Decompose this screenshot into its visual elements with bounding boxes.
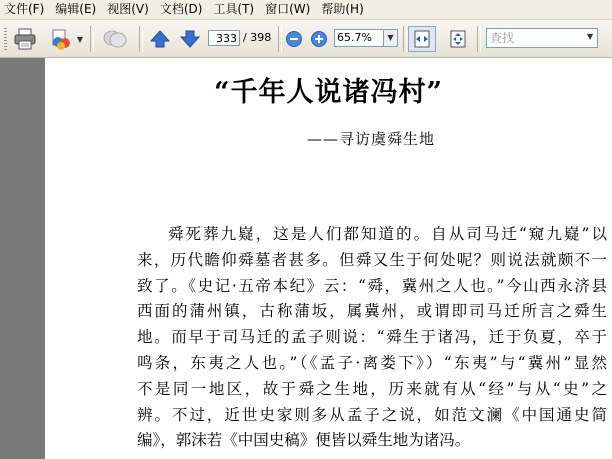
text-line: 舜死葬九嶷，这是人们都知道的。自从司马迁“窥九嶷”以 [168,225,607,243]
print-button[interactable] [12,27,38,51]
text-line: 不是同一地区，故于舜之生地，历来就有从“经”与从“史”之 [137,379,607,398]
text-line: 西面的蒲州镇，古称蒲坂，属冀州，或谓即司马迁所言之舜生 [137,302,607,321]
document-subtitle: ——寻访虞舜生地 [307,130,436,148]
print-icon [13,28,37,50]
menu-bar [0,0,612,20]
fit-page-button[interactable] [446,27,470,51]
menu-window[interactable]: 窗口(W) [265,2,311,16]
toolbar-separator [90,26,94,52]
fit-page-icon [448,29,468,49]
search-dropdown[interactable]: ▼ [587,32,594,41]
next-page-button[interactable] [178,27,202,51]
review-button[interactable] [101,27,129,51]
search-input[interactable]: 查找 [486,28,598,48]
zoom-out-button[interactable] [284,29,304,49]
menu-file[interactable]: 文件(F) [4,2,45,16]
page-total-label: / 398 [243,31,272,44]
body-paragraph [137,222,607,454]
text-line: 地。而早于司马迁的孟子则说：“舜生于诸冯，迁于负夏，卒于 [137,328,607,347]
previous-page-icon [149,28,171,50]
text-line: 编》，郭沫若《中国史稿》便皆以舜生地为诸冯。 [137,431,471,450]
menu-help[interactable]: 帮助(H) [321,2,364,16]
zoom-level-input[interactable]: 65.7% [334,29,384,47]
menu-view[interactable]: 视图(V) [107,2,149,16]
menu-edit[interactable]: 编辑(E) [55,2,97,16]
zoom-in-icon [310,30,328,48]
toolbar-separator [477,26,481,52]
share-button[interactable] [48,27,74,51]
previous-page-button[interactable] [148,27,172,51]
menu-document[interactable]: 文档(D) [159,2,203,16]
toolbar-separator [278,26,282,52]
text-line: 辨。不过，近世史家则多从孟子之说，如范文澜《中国通史简 [137,405,607,424]
share-dropdown[interactable]: ▼ [76,34,84,44]
zoom-out-icon [285,30,303,48]
toolbar-separator [139,26,143,52]
menu-tools[interactable]: 工具(T) [213,2,255,16]
toolbar-grip[interactable] [4,28,7,50]
text-line: 鸣条，东夷之人也。”（《孟子·离娄下》）“东夷”与“冀州”显然 [137,353,607,372]
zoom-dropdown[interactable]: ▼ [384,29,398,47]
document-page [45,58,612,459]
zoom-in-button[interactable] [309,29,329,49]
page-number-input[interactable]: 333 [208,30,240,46]
review-icon [102,28,128,50]
next-page-icon [179,28,201,50]
share-icon [49,28,73,50]
text-line: 致了。《史记·五帝本纪》云：“舜，冀州之人也。”今山西永济县 [137,276,607,295]
toolbar-separator [403,26,407,52]
fit-width-button[interactable] [408,26,436,52]
text-line: 来，历代瞻仰舜墓者甚多。但舜又生于何处呢？则说法就颇不一 [137,250,607,269]
fit-width-icon [412,29,432,49]
document-title: “千年人说诸冯村” [213,77,444,108]
